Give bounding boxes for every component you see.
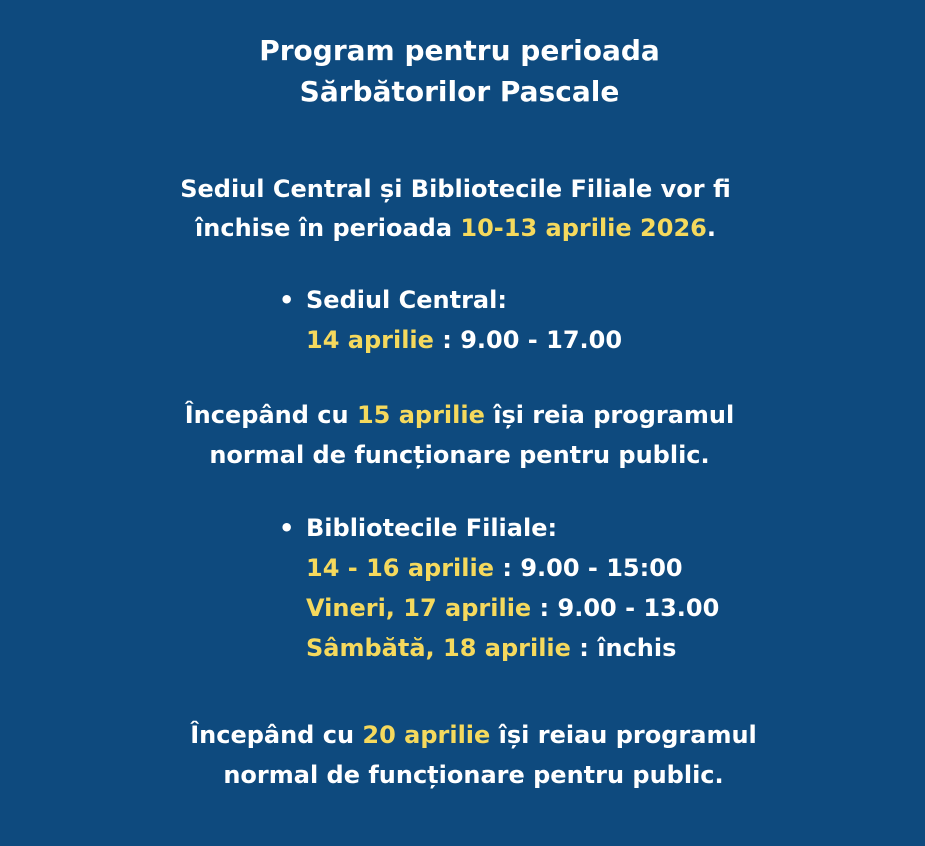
- resume-branches-line-2: normal de funcționare pentru public.: [223, 761, 724, 789]
- resume-central-prefix: Începând cu: [184, 401, 357, 429]
- resume-central-suffix: își reia programul: [484, 401, 735, 429]
- schedule-hours: 9.00 - 13.00: [557, 594, 720, 622]
- schedule-hours: 9.00 - 17.00: [460, 326, 623, 354]
- closure-line-2-suffix: .: [706, 214, 716, 242]
- title-line-1: Program pentru perioada: [259, 34, 660, 67]
- closure-line-2-prefix: închise în perioada: [195, 214, 461, 242]
- closure-line-1: Sediul Central și Bibliotecile Filiale vor fi: [180, 175, 731, 203]
- closure-notice: [0, 170, 918, 248]
- branches-heading-row: [279, 508, 719, 548]
- central-heading-row: [279, 280, 622, 320]
- schedule-row: [279, 548, 719, 588]
- resume-branches-notice: [11, 715, 925, 795]
- resume-branches-line-1: [11, 715, 925, 755]
- schedule-date: 14 - 16 aprilie: [306, 554, 494, 582]
- closure-line-2: [0, 209, 918, 248]
- bullet-icon: •: [279, 286, 295, 314]
- schedule-date: 14 aprilie: [306, 326, 434, 354]
- bullet-icon: •: [279, 514, 295, 542]
- schedule-date: Sâmbătă, 18 aprilie: [306, 634, 571, 662]
- resume-branches-prefix: Începând cu: [190, 721, 363, 749]
- branches-heading: Bibliotecile Filiale:: [306, 514, 558, 542]
- title-line-2: Sărbătorilor Pascale: [299, 75, 620, 108]
- schedule-date: Vineri, 17 aprilie: [306, 594, 532, 622]
- central-schedule: [279, 280, 622, 360]
- schedule-separator: :: [433, 326, 461, 354]
- branches-schedule: [279, 508, 719, 668]
- resume-branches-suffix: își reiau programul: [490, 721, 757, 749]
- schedule-separator: :: [531, 594, 558, 622]
- page-title: [0, 30, 922, 112]
- resume-central-date: 15 aprilie: [356, 401, 485, 429]
- resume-branches-date: 20 aprilie: [362, 721, 491, 749]
- resume-central-notice: [0, 395, 922, 475]
- resume-central-line-2: normal de funcționare pentru public.: [209, 441, 710, 469]
- closure-dates: 10-13 aprilie 2026: [460, 214, 707, 242]
- schedule-row: [279, 588, 719, 628]
- schedule-row: [279, 628, 719, 668]
- schedule-separator: :: [494, 554, 521, 582]
- resume-central-line-1: [0, 395, 922, 435]
- schedule-separator: :: [570, 634, 598, 662]
- schedule-hours: închis: [597, 634, 677, 662]
- central-heading: Sediul Central:: [306, 286, 507, 314]
- schedule-row: [279, 320, 622, 360]
- schedule-hours: 9.00 - 15:00: [520, 554, 683, 582]
